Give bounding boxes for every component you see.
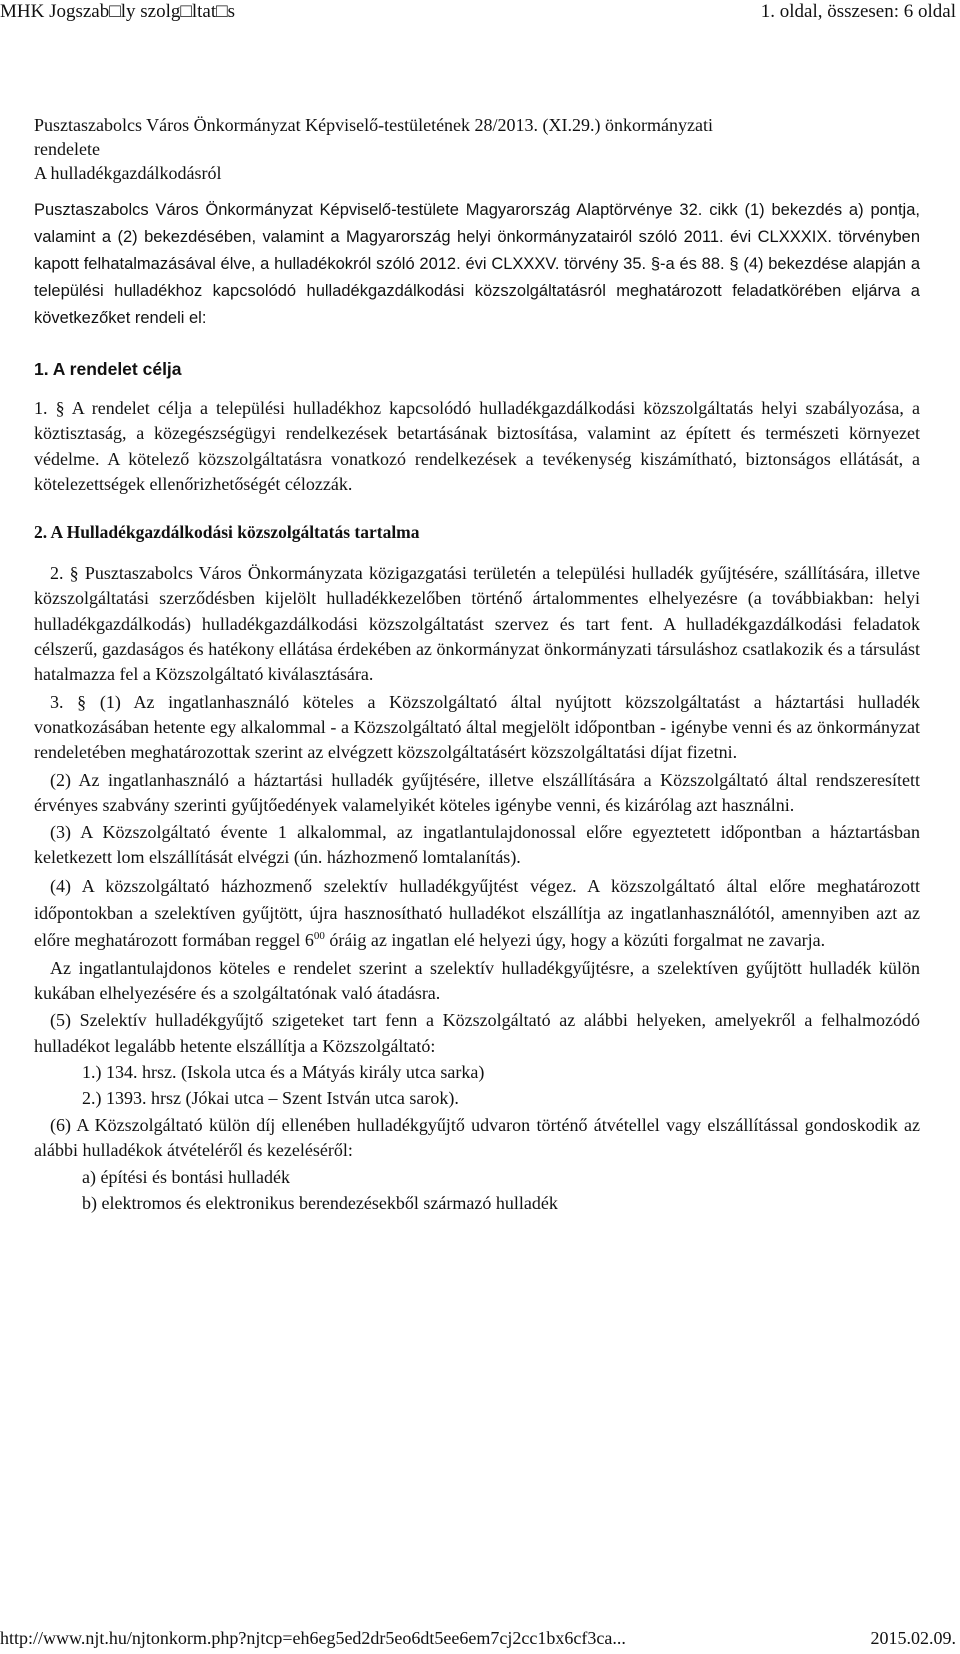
paragraph-3-4-owner: Az ingatlantulajdonos köteles e rendelet szerint a szelektív hulladékgyűjtésre, a szelektíven gyűjtött hulladék külön kukában elhelyezésére és a szolgáltatónak való átadásra.: [34, 957, 920, 1004]
list-item: b) elektromos és elektronikus berendezésekből származó hulladék: [82, 1192, 558, 1213]
paragraph-3-4-text-end: óráig az ingatlan elé helyezi úgy, hogy a közúti forgalmat ne zavarja.: [324, 929, 826, 950]
paragraph-3-4-text: (4) A közszolgáltató házhozmenő szelektív hulladékgyűjtést végez. A közszolgáltató által előre meghatározott időpontokban a szelektíven gyűjtött, újra hasznosítható hulladékot elszállítja az ingatlanhasználótól, amennyiben azt az előre meghatározott formában reggel 6: [34, 875, 920, 950]
paragraph-3-6: (6) A Közszolgáltató külön díj ellenében hulladékgyűjtő udvaron történő átvétellel vagy elszállítással gondoskodik az alábbi hulladékok átvételéről és kezeléséről:: [34, 1114, 920, 1161]
section-1-heading: 1. A rendelet célja: [34, 359, 182, 379]
preamble: Pusztaszabolcs Város Önkormányzat Képviselő-testülete Magyarország Alaptörvénye 32. cikk (1) bekezdés a) pontja, valamint a (2) bekezdésében, valamint a Magyarország helyi önkormányzatairól szóló 2011. évi CLXXXIX. törvényben kapott felhatalmazásával élve, a hulladékokról szóló 2012. évi CLXXXV. törvény 35. §-a és 88. § (4) bekezdése alapján a települési hulladékhoz kapcsolódó hulladékgazdálkodási közszolgáltatásról meghatározott feladatkörében eljárva a következőket rendeli el:: [34, 201, 920, 327]
footer-date: 2015.02.09.: [870, 1628, 956, 1648]
paragraph-2: 2. § Pusztaszabolcs Város Önkormányzata közigazgatási területén a települési hulladék gyűjtésére, szállítására, illetve közszolgáltatási szerződésben kijelölt hulladékkezelőben történő ártalommentes elhelyezésre (a továbbiakban: helyi hulladékgazdálkodás) hulladékgazdálkodási közszolgáltatást szervez és tart fent. A hulladékgazdálkodási feladatok célszerű, gazdaságos és hatékony ellátása érdekében az önkormányzat önkormányzati társuláshoz csatlakozik és a társulást hatalmazza fel a Közszolgáltató kiválasztására.: [34, 563, 920, 685]
page-header: [0, 0, 960, 26]
document-title: [34, 113, 920, 185]
paragraph-3-2: (2) Az ingatlanhasználó a háztartási hulladék gyűjtésére, illetve elszállítására a Közszolgáltató által rendszeresített érvényes szabvány szerinti gyűjtőedények valamelyikét köteles igénybe venni, és kizárólag azt használni.: [34, 769, 920, 815]
footer-url: http://www.njt.hu/njtonkorm.php?njtcp=eh6eg5ed2dr5eo6dt5ee6em7cj2cc1bx6cf3ca...: [0, 1628, 626, 1648]
title-line-3: A hulladékgazdálkodásról: [34, 163, 222, 183]
list-item: 2.) 1393. hrsz (Jókai utca – Szent István utca sarok).: [82, 1087, 459, 1108]
document-body: [34, 113, 920, 1216]
list-item: 1.) 134. hrsz. (Iskola utca és a Mátyás király utca sarka): [82, 1061, 485, 1082]
section-2-heading: 2. A Hulladékgazdálkodási közszolgáltatás tartalma: [34, 522, 420, 543]
title-line-2: rendelete: [34, 139, 100, 159]
paragraph-3-3: (3) A Közszolgáltató évente 1 alkalommal, az ingatlantulajdonossal előre egyeztetett időpontban a háztartásban keletkezett lom elszállítását elvégzi (ún. házhozmenő lomtalanítás).: [34, 822, 920, 868]
paragraph-3-4: [34, 873, 920, 954]
page-footer: [0, 1626, 960, 1652]
header-page-count: 1. oldal, összesen: 6 oldal: [760, 1, 956, 22]
paragraph-3-1: 3. § (1) Az ingatlanhasználó köteles a Közszolgáltató által nyújtott közszolgáltatást a háztartási hulladék vonatkozásában hetente egy alkalommal - a Közszolgáltató által megjelölt időpontban - igénybe venni és az önkormányzat rendeletében meghatározottak szerint az elvégzett közszolgáltatásért közszolgáltatási díjat fizetni.: [34, 691, 920, 763]
header-service-name: MHK Jogszab□ly szolg□ltat□s: [0, 1, 235, 22]
list-item: a) építési és bontási hulladék: [82, 1166, 290, 1187]
paragraph-3-5: (5) Szelektív hulladékgyűjtő szigeteket tart fenn a Közszolgáltató az alábbi helyeken, amelyekről a felhalmozódó hulladékot legalább hetente elszállítja a Közszolgáltató:: [34, 1010, 920, 1056]
title-line-1: Pusztaszabolcs Város Önkormányzat Képviselő-testületének 28/2013. (XI.29.) önkormányzati: [34, 115, 713, 135]
time-superscript: 00: [313, 929, 325, 942]
paragraph-1: 1. § A rendelet célja a települési hulladékhoz kapcsolódó hulladékgazdálkodási közszolgáltatás helyi szabályozása, a köztisztaság, a közegészségügyi rendelkezések betartásának biztosítása, valamint az épített és természeti környezet védelme. A kötelező közszolgáltatásra vonatkozó rendelkezések a tevékenység kiszámítható, biztonságos ellátását, a kötelezettségek ellenőrizhetőségét célozzák.: [34, 398, 920, 494]
